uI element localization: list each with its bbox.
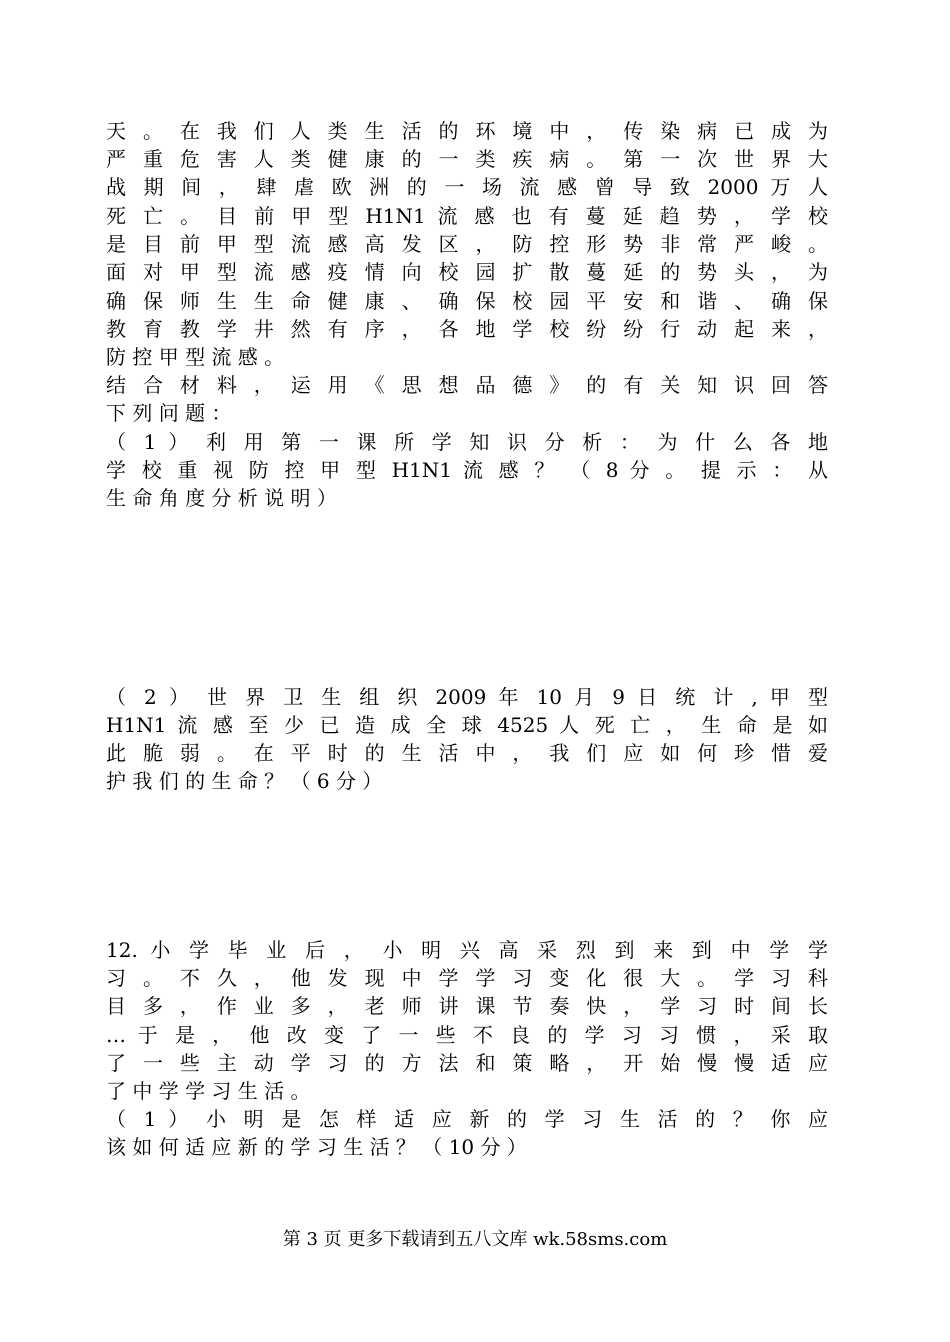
answer-space: [106, 800, 828, 930]
passage-line: 教 育 教 学 井 然 有 序 ， 各 地 学 校 纷 纷 行 动 起 来 ，: [106, 317, 828, 341]
passage-line: 面 对 甲 型 流 感 疫 情 向 校 园 扩 散 蔓 延 的 势 头 ， 为: [106, 260, 828, 284]
question-line: 护 我 们 的 生 命 ？ （ 6 分 ）: [106, 769, 383, 793]
passage-line: 战 期 间 ， 肆 虐 欧 洲 的 一 场 流 感 曾 导 致 2000 万 人: [106, 175, 828, 199]
passage-line: 确 保 师 生 生 命 健 康 、 确 保 校 园 平 安 和 谐 、 确 保: [106, 289, 828, 313]
instruction-line: 下 列 问 题 ：: [106, 401, 232, 425]
question-line: 目 多 ， 作 业 多 ， 老 师 讲 课 节 奏 快 ， 学 习 时 间 长: [106, 994, 828, 1018]
instruction-line: 结 合 材 料 ， 运 用 《 思 想 品 德 》 的 有 关 知 识 回 答: [106, 373, 828, 397]
question-line: … 于 是 ， 他 改 变 了 一 些 不 良 的 学 习 习 惯 ， 采 取: [106, 1023, 828, 1047]
question-line: 该 如 何 适 应 新 的 学 习 生 活 ？ （ 10 分 ）: [106, 1135, 527, 1159]
answer-space: [106, 520, 828, 670]
passage-line: 严 重 危 害 人 类 健 康 的 一 类 疾 病 。 第 一 次 世 界 大: [106, 147, 828, 171]
question-line: 了 中 学 学 习 生 活 。: [106, 1079, 311, 1103]
question-line: H1N1 流 感 至 少 已 造 成 全 球 4525 人 死 亡 ， 生 命 是 如: [106, 713, 828, 737]
page-footer: 第 3 页 更多下载请到五八文库 wk.58sms.com: [282, 1229, 668, 1250]
question-line: （ 1 ） 利 用 第 一 课 所 学 知 识 分 析 ： 为 什 么 各 地: [106, 430, 828, 454]
passage-line: 天 。 在 我 们 人 类 生 活 的 环 境 中 ， 传 染 病 已 成 为: [106, 119, 828, 143]
question-line: 习 。 不 久 ， 他 发 现 中 学 学 习 变 化 很 大 。 学 习 科: [106, 966, 828, 990]
passage-line: 死 亡 。 目 前 甲 型 H1N1 流 感 也 有 蔓 延 趋 势 ， 学 校: [106, 204, 828, 228]
question-line: 学 校 重 视 防 控 甲 型 H1N1 流 感 ？ （ 8 分 。 提 示 ： 从: [106, 458, 828, 482]
passage-line: 防 控 甲 型 流 感 。: [106, 345, 285, 369]
question-line: 生 命 角 度 分 析 说 明 ）: [106, 486, 337, 510]
question-line: 了 一 些 主 动 学 习 的 方 法 和 策 略 ， 开 始 慢 慢 适 应: [106, 1051, 828, 1075]
passage-line: 是 目 前 甲 型 流 感 高 发 区 ， 防 控 形 势 非 常 严 峻 。: [106, 232, 828, 256]
question-line: （ 1 ） 小 明 是 怎 样 适 应 新 的 学 习 生 活 的 ？ 你 应: [106, 1107, 828, 1131]
question-line: 此 脆 弱 。 在 平 时 的 生 活 中 ， 我 们 应 如 何 珍 惜 爱: [106, 741, 828, 765]
question-line: 12. 小 学 毕 业 后 ， 小 明 兴 高 采 烈 到 来 到 中 学 学: [106, 938, 828, 962]
question-line: （ 2 ） 世 界 卫 生 组 织 2009 年 10 月 9 日 统 计 , 甲 型: [106, 685, 828, 709]
